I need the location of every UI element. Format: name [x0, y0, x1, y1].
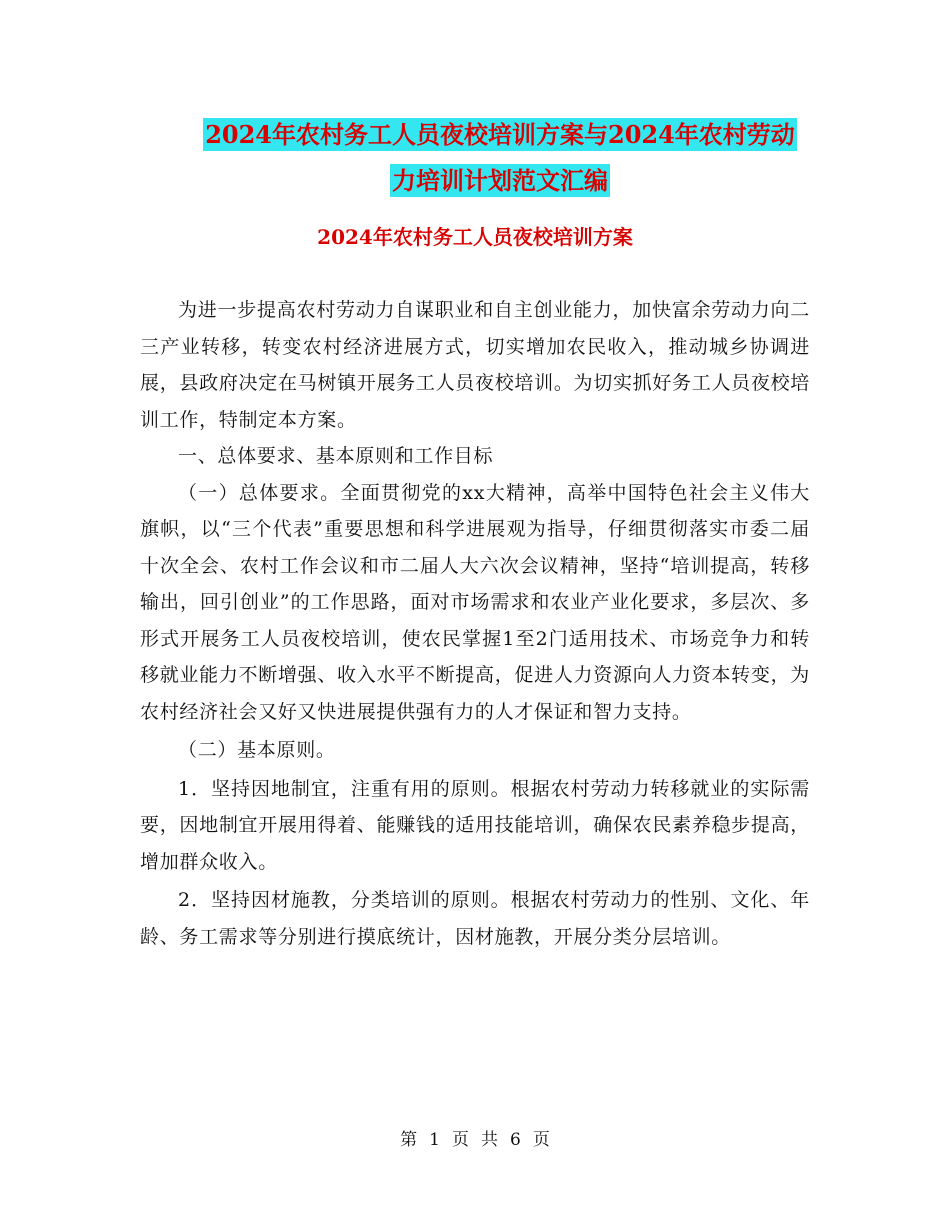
section-title: 2024年农村务工人员夜校培训方案 [317, 225, 633, 249]
footer-total-pages: 6 [510, 1130, 521, 1150]
paragraph-intro: 为进一步提高农村劳动力自谋职业和自主创业能力，加快富余劳动力向二三产业转移，转变农村经济进展方式，切实增加农民收入，推动城乡协调进展，县政府决定在马树镇开展务工人员夜校培训。为切实抓好务工人员夜校培训工作，特制定本方案。 [140, 299, 810, 431]
footer-prefix: 第 [400, 1130, 418, 1150]
title-line-2: 力培训计划范文汇编 [392, 166, 608, 195]
document-body [140, 292, 810, 955]
footer-page-number: 1 [429, 1130, 440, 1150]
paragraph-heading-1: 一、总体要求、基本原则和工作目标 [178, 445, 494, 467]
paragraph-basic-principles: （二）基本原则。 [178, 739, 336, 761]
document-title [140, 112, 860, 204]
footer-total-label: 共 [481, 1130, 498, 1150]
title-line-1: 2024年农村务工人员夜校培训方案与2024年农村劳动 [205, 120, 795, 149]
paragraph-general-requirements: （一）总体要求。全面贯彻党的xx大精神，高举中国特色社会主义伟大旗帜，以“三个代表”重要思想和科学进展观为指导，仔细贯彻落实市委二届十次全会、农村工作会议和市二届人大六次会议精神，坚持“培训提高，转移输出，回引创业”的工作思路，面对市场需求和农业产业化要求，多层次、多形式开展务工人员夜校培训，使农民掌握1至2门适用技术、市场竞争力和转移就业能力不断增强、收入水平不断提高，促进人力资源向人力资本转变，为农村经济社会又好又快进展提供强有力的人才保证和智力支持。 [140, 481, 810, 723]
footer-page-label: 页 [452, 1130, 469, 1150]
paragraph-principle-2: 2．坚持因材施教，分类培训的原则。根据农村劳动力的性别、文化、年龄、务工需求等分别进行摸底统计，因材施教，开展分类分层培训。 [140, 889, 810, 948]
page-footer [0, 1125, 950, 1150]
paragraph-principle-1: 1．坚持因地制宜，注重有用的原则。根据农村劳动力转移就业的实际需要，因地制宜开展用得着、能赚钱的适用技能培训，确保农民素养稳步提高，增加群众收入。 [140, 777, 810, 873]
footer-suffix: 页 [532, 1130, 550, 1150]
